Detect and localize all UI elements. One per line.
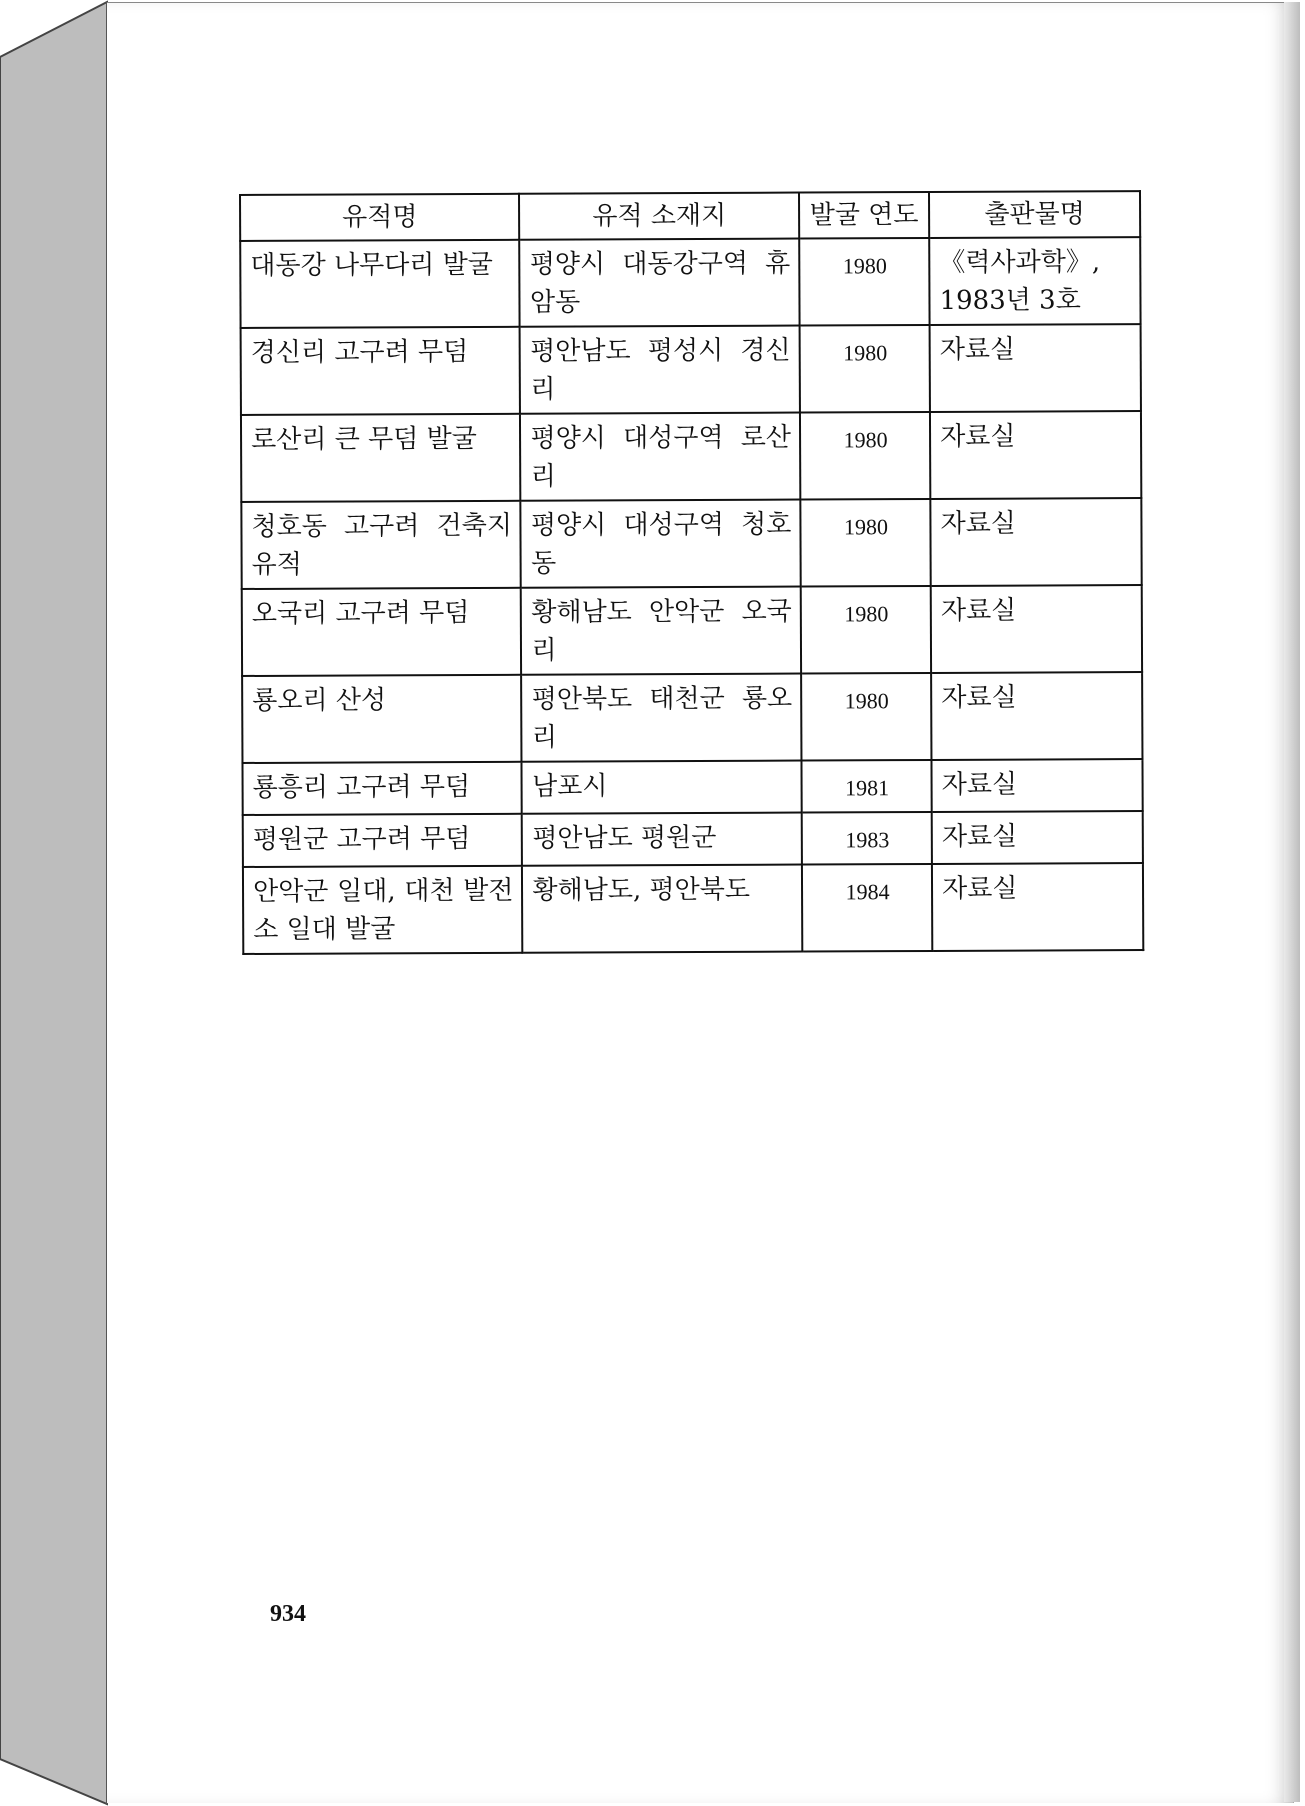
table-row: [241, 498, 1141, 589]
cell-publication: 《력사과학》, 1983년 3호: [929, 237, 1140, 325]
cell-excavation-year: 1980: [799, 238, 930, 326]
cell-site-location: 황해남도, 평안북도: [522, 865, 802, 953]
cell-site-name: 로산리 큰 무덤 발굴: [241, 414, 521, 502]
cell-site-location: 평양시 대성구역 로산리: [520, 413, 800, 501]
cell-site-name: 룡오리 산성: [242, 675, 522, 763]
table-row: [242, 672, 1142, 763]
cell-site-name: 오국리 고구려 무덤: [242, 588, 522, 676]
cell-site-name: 룡흥리 고구려 무덤: [242, 762, 522, 815]
cell-excavation-year: 1980: [800, 412, 931, 500]
cell-publication: 자료실: [930, 498, 1141, 586]
table-row: [243, 863, 1143, 954]
table-row: [242, 585, 1142, 676]
cell-site-name: 경신리 고구려 무덤: [241, 327, 521, 415]
cell-publication: 자료실: [930, 324, 1141, 412]
cell-site-location: 평안북도 태천군 룡오리: [522, 674, 802, 762]
cell-site-location: 평안남도 평성시 경신리: [520, 326, 800, 414]
cell-site-location: 평양시 대성구역 청호동: [521, 500, 801, 588]
excavation-table: [239, 190, 1144, 955]
header-excavation-year: 발굴 연도: [799, 192, 929, 239]
cell-site-location: 황해남도 안악군 오국리: [521, 587, 801, 675]
table-row: [241, 411, 1141, 502]
cell-excavation-year: 1981: [801, 760, 931, 813]
table-row: [241, 324, 1141, 415]
cell-publication: 자료실: [932, 863, 1143, 951]
cell-excavation-year: 1984: [802, 864, 933, 952]
cell-publication: 자료실: [931, 585, 1142, 673]
cell-publication: 자료실: [932, 811, 1143, 864]
header-site-name: 유적명: [240, 194, 520, 241]
header-site-location: 유적 소재지: [519, 193, 799, 240]
cell-site-name: 안악군 일대, 대천 발전소 일대 발굴: [243, 866, 523, 954]
table-row: [240, 237, 1140, 328]
cell-excavation-year: 1980: [801, 673, 932, 761]
cell-site-location: 평양시 대동강구역 휴암동: [520, 239, 800, 327]
cell-publication: 자료실: [930, 411, 1141, 499]
cell-site-location: 평안남도 평원군: [522, 813, 802, 866]
page-edge: [1284, 2, 1300, 1802]
cell-excavation-year: 1983: [802, 812, 932, 865]
cell-excavation-year: 1980: [800, 499, 931, 587]
table-row: [242, 759, 1142, 815]
header-publication: 출판물명: [929, 191, 1140, 238]
cell-site-name: 청호동 고구려 건축지 유적: [241, 501, 521, 589]
cell-site-name: 대동강 나무다리 발굴: [240, 240, 520, 328]
cell-excavation-year: 1980: [800, 325, 931, 413]
cell-site-name: 평원군 고구려 무덤: [243, 814, 523, 867]
table-row: [243, 811, 1143, 867]
table-header-row: [240, 191, 1140, 241]
cell-site-location: 남포시: [522, 761, 802, 814]
cell-excavation-year: 1980: [801, 586, 932, 674]
page-number: 934: [270, 1601, 306, 1627]
cell-publication: 자료실: [932, 759, 1143, 812]
cell-publication: 자료실: [931, 672, 1142, 760]
